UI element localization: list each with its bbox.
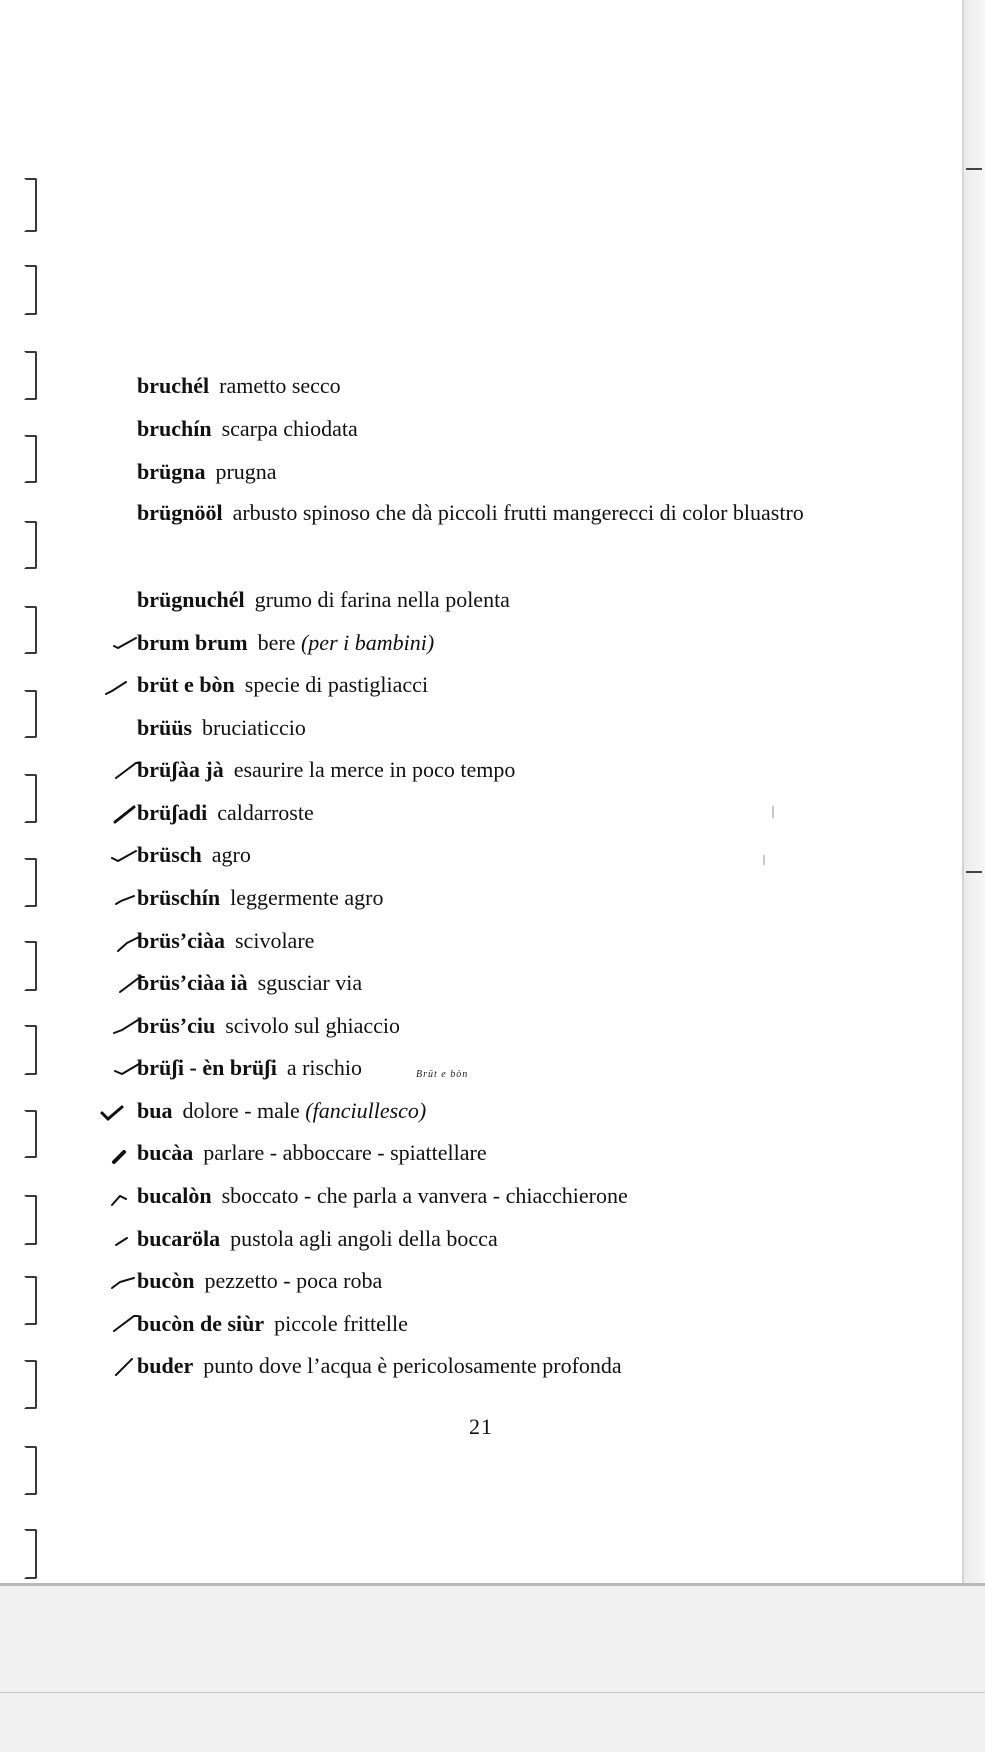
check-mark-icon (104, 676, 132, 698)
check-mark-icon (110, 1144, 138, 1166)
definition: a rischio (286, 1055, 362, 1080)
binding-hole (24, 521, 37, 569)
binding-hole (24, 858, 37, 907)
binding-hole (24, 1446, 37, 1495)
headword: brüʃadi (137, 800, 208, 825)
binding-hole (24, 774, 37, 823)
page-shadow (964, 0, 985, 1585)
definition: rametto secco (219, 373, 341, 398)
definition: bere (257, 630, 296, 655)
binding-hole (24, 351, 37, 400)
headword: brüs’ciàa (137, 928, 225, 953)
binding-hole (24, 1529, 37, 1579)
definition: prugna (215, 459, 277, 484)
definition: sgusciar via (257, 970, 363, 995)
scanner-background (0, 1586, 985, 1752)
definition: scarpa chiodata (221, 416, 358, 441)
headword: brüt e bòn (137, 672, 235, 697)
definition: dolore - male (182, 1098, 300, 1123)
definition: specie di pastigliacci (244, 672, 429, 697)
headword: brüs’ciu (137, 1013, 216, 1038)
definition: bruciaticcio (202, 715, 306, 740)
headword: brüschín (137, 885, 221, 910)
entry (137, 886, 902, 910)
check-mark-icon (114, 760, 142, 782)
entry (137, 631, 902, 655)
headword: bucalòn (137, 1183, 212, 1208)
headword: bucòn (137, 1268, 195, 1293)
entry (137, 716, 902, 740)
binding-hole (24, 606, 37, 654)
headword: brüüs (137, 715, 193, 740)
check-mark-icon (112, 1016, 140, 1038)
definition: leggermente agro (230, 885, 384, 910)
headword: buder (137, 1353, 194, 1378)
check-mark-icon (112, 1356, 140, 1378)
headword: brüʃi - èn brüʃi (137, 1055, 277, 1080)
entry (137, 1227, 902, 1251)
check-mark-icon (113, 1229, 141, 1251)
check-mark-icon (115, 931, 143, 953)
entry (137, 1354, 902, 1378)
definition: parlare - abboccare - spiattellare (203, 1140, 487, 1165)
definition: pezzetto - poca roba (204, 1268, 383, 1293)
entry (137, 417, 902, 441)
check-mark-icon (112, 1313, 140, 1335)
binding-hole (24, 1276, 37, 1325)
binding-hole (24, 265, 37, 315)
entry (137, 758, 902, 782)
check-mark-icon (114, 888, 142, 910)
entry (137, 1184, 902, 1208)
entry (137, 1014, 902, 1038)
entry (137, 1141, 902, 1165)
headword: brügna (137, 459, 206, 484)
entry (137, 1269, 902, 1293)
definition: esaurire la merce in poco tempo (233, 757, 516, 782)
edge-mark (966, 871, 982, 873)
headword: brüʃàa jà (137, 757, 224, 782)
headword: bucaröla (137, 1226, 221, 1251)
check-mark-icon (118, 974, 146, 996)
binding-hole (24, 178, 37, 232)
definition: arbusto spinoso che dà piccoli frutti mangerecci di color bluastro (232, 500, 804, 525)
binding-hole (24, 1360, 37, 1409)
headword: brüsch (137, 842, 202, 867)
headword: bucàa (137, 1140, 194, 1165)
page-number: 21 (469, 1414, 493, 1439)
binding-hole (24, 941, 37, 991)
entry (137, 1312, 902, 1336)
entry (137, 673, 902, 697)
entry (137, 492, 896, 534)
check-mark-icon (110, 845, 138, 867)
definition: piccole frittelle (274, 1311, 408, 1336)
definition: scivolo sul ghiaccio (225, 1013, 400, 1038)
entry (137, 374, 902, 398)
handwritten-margin-note: Brüt e bòn (416, 1069, 469, 1080)
entry (137, 460, 902, 484)
edge-mark (966, 168, 982, 170)
entry (137, 971, 902, 995)
entry (137, 801, 902, 825)
binding-hole (24, 1025, 37, 1075)
check-mark-icon (113, 1058, 141, 1080)
headword: bruchín (137, 416, 212, 441)
binding-hole (24, 435, 37, 483)
entry (137, 1099, 902, 1123)
headword: bruchél (137, 373, 210, 398)
scanner-line (0, 1692, 985, 1693)
headword: brügnuchél (137, 587, 245, 612)
definition: sboccato - che parla a vanvera - chiacchierone (221, 1183, 628, 1208)
usage-note: (fanciullesco) (305, 1098, 427, 1123)
definition: grumo di farina nella polenta (254, 587, 510, 612)
binding-hole (24, 1110, 37, 1158)
headword: bua (137, 1098, 173, 1123)
definition: scivolare (235, 928, 315, 953)
headword: bucòn de siùr (137, 1311, 265, 1336)
check-mark-icon (112, 803, 140, 825)
definition: pustola agli angoli della bocca (230, 1226, 498, 1251)
check-mark-icon (110, 1272, 138, 1294)
entry (137, 1056, 902, 1080)
check-mark-icon (100, 1101, 128, 1123)
headword: brüs’ciàa ià (137, 970, 248, 995)
entry (137, 929, 902, 953)
check-mark-icon (110, 1187, 138, 1209)
definition: caldarroste (217, 800, 314, 825)
binding-hole (24, 690, 37, 738)
headword: brum brum (137, 630, 248, 655)
entry (137, 843, 902, 867)
usage-note: (per i bambini) (300, 630, 435, 655)
definition: punto dove l’acqua è pericolosamente profonda (203, 1353, 622, 1378)
definition: agro (211, 842, 251, 867)
headword: brügnööl (137, 500, 223, 525)
binding-hole (24, 1195, 37, 1245)
entry (137, 588, 902, 612)
check-mark-icon (112, 632, 140, 654)
